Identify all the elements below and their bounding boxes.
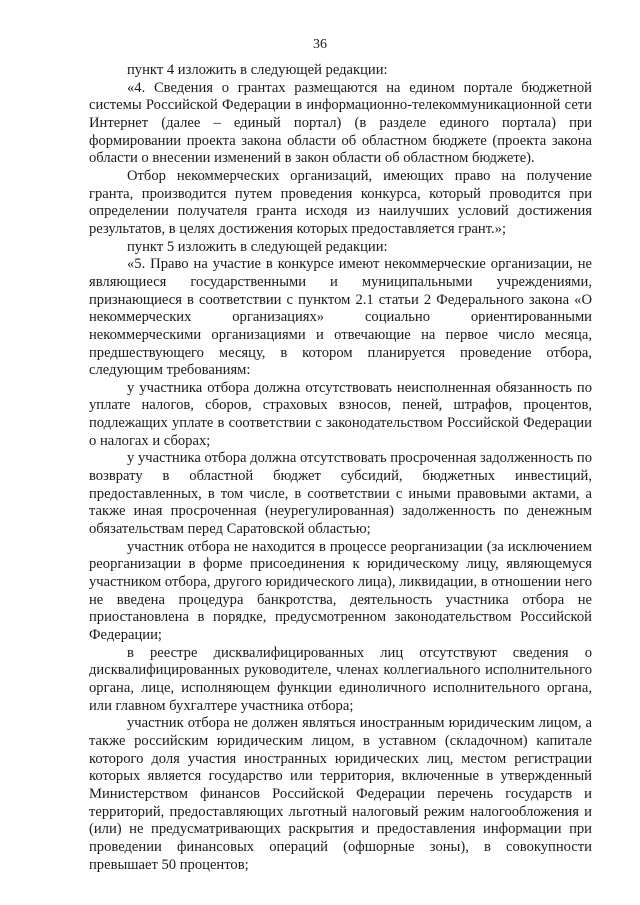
paragraph: «4. Сведения о грантах размещаются на едином портале бюджетной системы Российской Федерации в информационно-телекоммуникационной сети Интернет (далее – единый портал) (в разделе единого портала) при формировании проекта закона области об областном бюджете (проекта закона области о внесении изменений в закон области об областном бюджете). — [89, 79, 592, 167]
paragraph: у участника отбора должна отсутствовать неисполненная обязанность по уплате налогов, сборов, страховых взносов, пеней, штрафов, процентов, подлежащих уплате в соответствии с законодательством Российской Федерации о налогах и сборах; — [89, 379, 592, 449]
document-body — [89, 62, 592, 874]
paragraph: участник отбора не находится в процессе реорганизации (за исключением реорганизации в форме присоединения к юридическому лицу, являющемуся участником отбора, другого юридического лица), ликвидации, в отношении него не введена процедура банкротства, деятельность участника отбора не приостановлена в порядке, предусмотренном законодательством Российской Федерации; — [89, 538, 592, 643]
paragraph: Отбор некоммерческих организаций, имеющих право на получение гранта, производится путем проведения конкурса, который проводится при определении получателя гранта исходя из наилучших условий достижения результатов, в целях достижения которых предоставляется грант.»; — [89, 167, 592, 237]
paragraph: у участника отбора должна отсутствовать просроченная задолженность по возврату в областной бюджет субсидий, бюджетных инвестиций, предоставленных, в том числе, в соответствии с иными правовыми актами, а также иная просроченная (неурегулированная) задолженность по денежным обязательствам перед Саратовской областью; — [89, 450, 592, 538]
paragraph: «5. Право на участие в конкурсе имеют некоммерческие организации, не являющиеся государственными и муниципальными учреждениями, признающиеся в соответствии с пунктом 2.1 статьи 2 Федерального закона «О некоммерческих организациях» социально ориентированными некоммерческими организациями и отвечающие на первое число месяца, предшествующего месяцу, в котором планируется проведение отбора, следующим требованиям: — [89, 256, 592, 379]
paragraph: в реестре дисквалифицированных лиц отсутствуют сведения о дисквалифицированных руководителе, членах коллегиального исполнительного органа, лице, исполняющем функции единоличного исполнительного органа, или главном бухгалтере участника отбора; — [89, 644, 592, 714]
paragraph: пункт 4 изложить в следующей редакции: — [127, 62, 388, 78]
page-number: 36 — [313, 37, 327, 52]
paragraph: пункт 5 изложить в следующей редакции: — [127, 238, 388, 255]
paragraph: участник отбора не должен являться иностранным юридическим лицом, а также российским юридическим лицом, в уставном (складочном) капитале которого доля участия иностранных юридических лиц, местом регистрации которых является государство или территория, включенные в утвержденный Министерством финансов Российской Федерации перечень государств и территорий, предоставляющих льготный налоговый режим налогообложения и (или) не предусматривающих раскрытия и предоставления информации при проведении финансовых операций (офшорные зоны), в совокупности превышает 50 процентов; — [89, 715, 592, 873]
